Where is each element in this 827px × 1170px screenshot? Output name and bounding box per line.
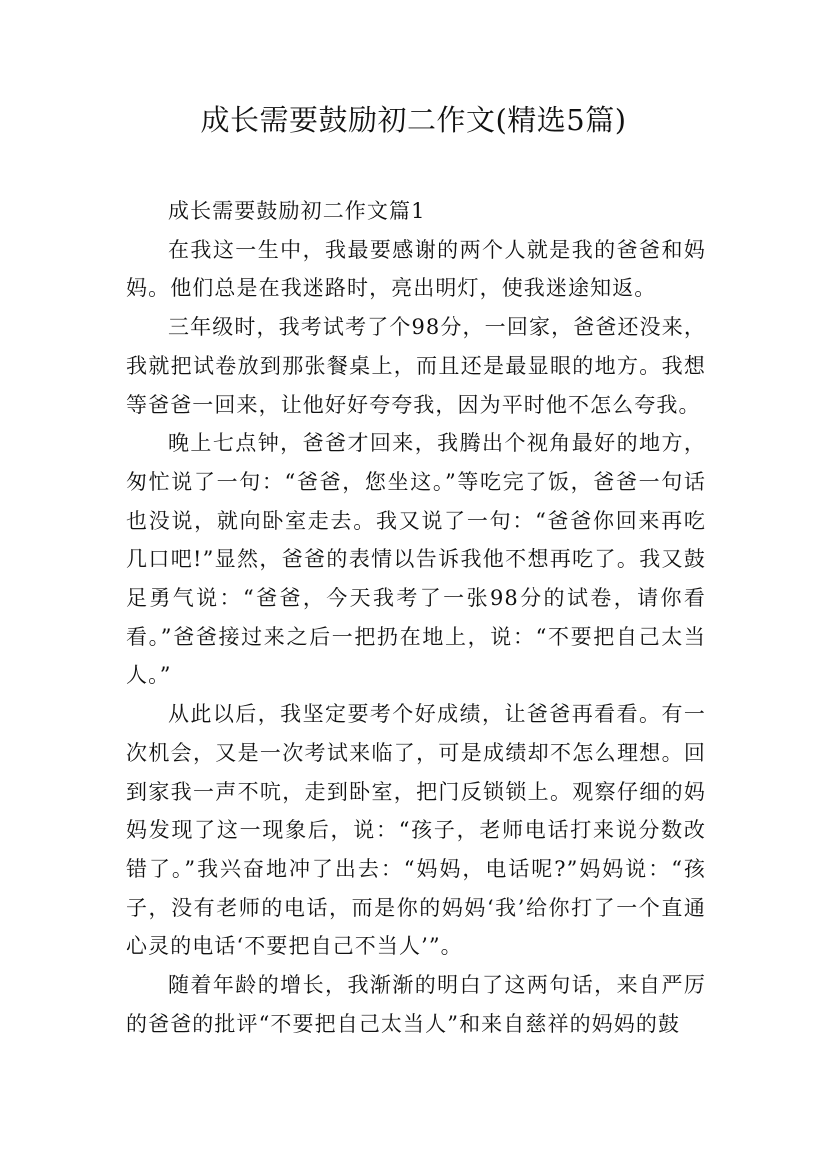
paragraph: 从此以后，我坚定要考个好成绩，让爸爸再看看。有一次机会，又是一次考试来临了，可是成绩却不怎么理想。回到家我一声不吭，走到卧室，把门反锁锁上。观察仔细的妈妈发现了这一现象后，说：“孩子，老师电话打来说分数改错了。”我兴奋地冲了出去：“妈妈，电话呢?”妈妈说：“孩子，没有老师的电话，而是你的妈妈‘我’给你打了一个直通心灵的电话‘不要把自己不当人’”。 [126, 702, 706, 959]
paragraph: 在我这一生中，我最要感谢的两个人就是我的爸爸和妈妈。他们总是在我迷路时，亮出明灯，使我迷途知返。 [126, 237, 706, 301]
section-heading: 成长需要鼓励初二作文篇1 [168, 199, 426, 223]
article-body [126, 192, 706, 1043]
paragraph: 三年级时，我考试考了个98分，一回家，爸爸还没来，我就把试卷放到那张餐桌上，而且还是最显眼的地方。我想等爸爸一回来，让他好好夸夸我，因为平时他不怎么夸我。 [126, 315, 706, 417]
paragraph: 随着年龄的增长，我渐渐的明白了这两句话，来自严厉的爸爸的批评“不要把自己太当人”和来自慈祥的妈妈的鼓 [126, 973, 706, 1036]
page-title: 成长需要鼓励初二作文(精选5篇) [200, 103, 627, 137]
paragraph: 晚上七点钟，爸爸才回来，我腾出个视角最好的地方，匆忙说了一句：“爸爸，您坐这。”等吃完了饭，爸爸一句话也没说，就向卧室走去。我又说了一句：“爸爸你回来再吃几口吧!”显然，爸爸的表情以告诉我他不想再吃了。我又鼓足勇气说：“爸爸，今天我考了一张98分的试卷，请你看看。”爸爸接过来之后一把扔在地上，说：“不要把自己太当人。” [126, 431, 706, 688]
